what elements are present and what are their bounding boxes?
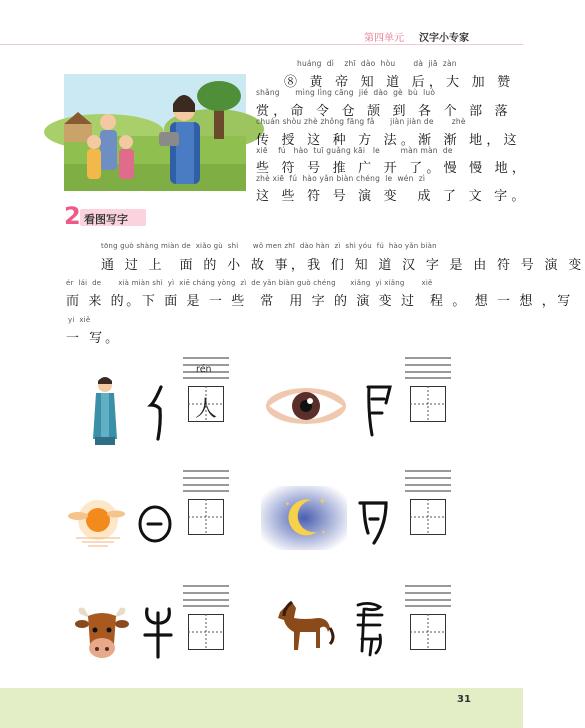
ox-picture <box>74 604 130 666</box>
page-number: 31 <box>457 694 471 705</box>
story-text-4: 些 符 号 推 广 开 了。慢 慢 地， <box>256 161 530 176</box>
pinyin-lines-5 <box>183 585 229 607</box>
pinyin-lines-4 <box>405 470 451 492</box>
person-picture <box>90 375 120 451</box>
story-illustration <box>64 74 246 191</box>
page-title: 汉字小专家 <box>419 33 469 44</box>
intro-text-2: 而 来 的。下 面 是 一 些 常 用 字 的 演 变 过 程 。 想 一 想 ，写 <box>66 294 573 309</box>
story-pinyin-3: chuán shòu zhè zhǒng fāng fǎ jiàn jiàn de zhè <box>256 117 466 126</box>
writing-box-5[interactable] <box>188 614 224 650</box>
writing-box-2[interactable] <box>410 386 446 422</box>
section-label: 看图写字 <box>84 213 128 226</box>
sun-picture <box>66 494 126 558</box>
pinyin-lines-3 <box>183 470 229 492</box>
writing-box-6[interactable] <box>410 614 446 650</box>
sun-glyph <box>135 503 175 549</box>
pinyin-lines-6 <box>405 585 451 607</box>
moon-picture <box>261 486 347 554</box>
ox-glyph <box>141 605 175 665</box>
writing-box-3[interactable] <box>188 499 224 535</box>
horse-picture <box>270 598 336 660</box>
story-text-3: 传 授 这 种 方 法。渐 渐 地，这 <box>256 133 521 148</box>
svg-text:✦: ✦ <box>285 501 291 508</box>
eye-picture <box>265 383 347 433</box>
section-heading <box>64 202 164 230</box>
eye-glyph <box>364 383 394 443</box>
story-pinyin-5: zhè xiē fú hào yǎn biàn chéng le wén zì <box>256 174 426 183</box>
moon-glyph <box>356 499 390 551</box>
pinyin-lines-2 <box>405 357 451 379</box>
svg-text:✦: ✦ <box>319 497 326 506</box>
writing-box-4[interactable] <box>410 499 446 535</box>
answer-pinyin-ren: rén <box>196 364 212 375</box>
intro-text-3: 一 写。 <box>66 331 122 346</box>
header-divider <box>0 44 523 45</box>
story-pinyin-2: shǎng mìng lìng cāng jié dào gè bù luò <box>256 88 436 97</box>
section-number: 2 <box>64 202 81 230</box>
intro-text-1: 通 过 上 面 的 小 故 事，我 们 知 道 汉 字 是 由 符 号 演 变 <box>101 258 585 273</box>
pinyin-lines-1 <box>183 357 229 379</box>
horse-glyph <box>352 599 388 663</box>
story-text-5: 这 些 符 号 演 变 成 了 文 字。 <box>256 189 529 204</box>
person-glyph <box>147 383 169 447</box>
story-text-1: ⑧ 黄 帝 知 道 后，大 加 赞 <box>284 75 515 90</box>
intro-pinyin-1: tōng guò shàng miàn de xiǎo gù shi wǒ men zhī dào hàn zì shì yóu fú hào yǎn biàn <box>101 242 437 250</box>
svg-text:✦: ✦ <box>321 529 327 536</box>
story-text-2: 赏，命 令 仓 颉 到 各 个 部 落 <box>256 104 512 119</box>
intro-pinyin-2: ér lái de xià miàn shì yì xiē cháng yòng zì de yǎn biàn guò chéng xiǎng yi xiǎng xiě <box>66 279 433 287</box>
unit-label: 第四单元 <box>364 33 404 44</box>
page-footer <box>0 688 523 728</box>
answer-char-ren: 人 <box>194 397 217 422</box>
story-pinyin-1: huáng dì zhī dào hòu dà jiā zàn <box>297 59 457 68</box>
story-pinyin-4: xiē fú hào tuī guǎng kāi le màn màn de <box>256 146 453 155</box>
intro-pinyin-3: yi xiě <box>68 316 91 324</box>
